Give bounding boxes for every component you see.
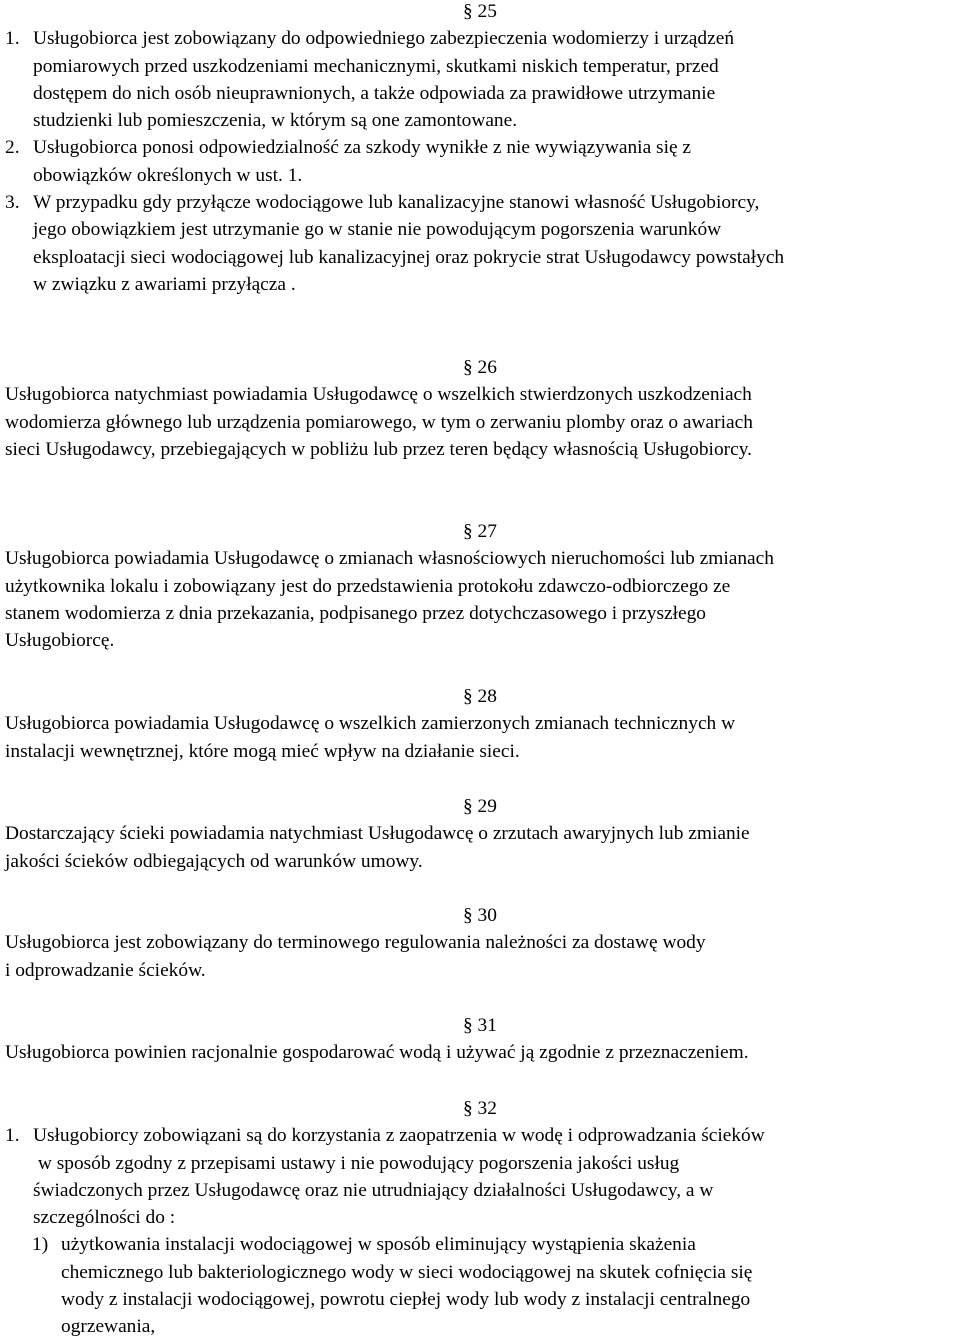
list-item	[5, 1122, 957, 1231]
paragraph-line: Usługobiorca jest zobowiązany do odpowiedniego zabezpieczenia wodomierzy i urządzeń	[33, 28, 735, 50]
paragraph-line: w związku z awariami przyłącza .	[33, 273, 296, 295]
section-31	[5, 1012, 957, 1067]
paragraph-line: użytkownika lokalu i zobowiązany jest do przedstawienia protokołu zdawczo-odbiorczego ze	[5, 575, 731, 597]
paragraph-line: eksploatacji sieci wodociągowej lub kanalizacyjnej oraz pokrycie strat Usługodawcy powstałych	[33, 246, 785, 268]
paragraph-line: pomiarowych przed uszkodzeniami mechanicznymi, skutkami niskich temperatur, przed	[33, 55, 719, 77]
section-heading: § 25	[463, 1, 497, 22]
paragraph-line: Usługobiorca powiadamia Usługodawcę o zmianach własnościowych nieruchomości lub zmianach	[5, 548, 774, 570]
item-number: 1.	[5, 1125, 20, 1147]
paragraph-line: szczególności do :	[33, 1207, 176, 1229]
paragraph-line: instalacji wewnętrznej, które mogą mieć wpływ na działanie sieci.	[5, 740, 520, 762]
section-heading: § 30	[463, 905, 497, 926]
paragraph-line: ogrzewania,	[61, 1316, 156, 1338]
paragraph-line: studzienki lub pomieszczenia, w którym są one zamontowane.	[33, 110, 518, 132]
section-25	[5, 0, 957, 298]
paragraph-line: jakości ścieków odbiegających od warunków umowy.	[5, 850, 423, 872]
paragraph-line: Usługobiorca ponosi odpowiedzialność za szkody wynikłe z nie wywiązywania się z	[33, 137, 692, 159]
paragraph-line: Usługobiorca jest zobowiązany do terminowego regulowania należności za dostawę wody	[5, 932, 706, 954]
paragraph-line: i odprowadzanie ścieków.	[5, 959, 206, 981]
section-30	[5, 902, 957, 984]
paragraph-line: sieci Usługodawcy, przebiegających w pobliżu lub przez teren będący własnością Usługobiorcy.	[5, 438, 752, 460]
list-item	[5, 189, 957, 298]
section-26	[5, 354, 957, 463]
paragraph-line: wody z instalacji wodociągowej, powrotu ciepłej wody lub wody z instalacji centralnego	[61, 1289, 751, 1311]
section-heading: § 28	[463, 686, 497, 707]
paragraph-line: Usługobiorca powinien racjonalnie gospodarować wodą i używać ją zgodnie z przeznaczeniem.	[5, 1042, 749, 1064]
paragraph-line: W przypadku gdy przyłącze wodociągowe lub kanalizacyjne stanowi własność Usługobiorcy,	[33, 192, 760, 214]
paragraph-line: stanem wodomierza z dnia przekazania, podpisanego przez dotychczasowego i przyszłego	[5, 602, 706, 624]
paragraph-line: Usługobiorca powiadamia Usługodawcę o wszelkich zamierzonych zmianach technicznych w	[5, 713, 736, 735]
section-heading: § 31	[463, 1015, 497, 1036]
sub-list-item	[5, 1231, 957, 1340]
paragraph-line: jego obowiązkiem jest utrzymanie go w stanie nie powodującym pogorszenia warunków	[33, 219, 722, 241]
item-number: 3.	[5, 192, 20, 214]
item-number: 1.	[5, 28, 20, 50]
section-27	[5, 518, 957, 654]
list-item	[5, 134, 957, 189]
paragraph-line: chemicznego lub bakteriologicznego wody w sieci wodociągowej na skutek cofnięcia się	[61, 1261, 753, 1283]
paragraph-line: wodomierza głównego lub urządzenia pomiarowego, w tym o zerwaniu plomby oraz o awariach	[5, 411, 753, 433]
item-number: 2.	[5, 137, 20, 159]
paragraph-line: Usługobiorca natychmiast powiadamia Usługodawcę o wszelkich stwierdzonych uszkodzeniach	[5, 384, 752, 406]
paragraph-line: w sposób zgodny z przepisami ustawy i nie powodujący pogorszenia jakości usług	[33, 1152, 680, 1174]
list-item	[5, 25, 957, 134]
paragraph-line: świadczonych przez Usługodawcę oraz nie utrudniający działalności Usługodawcy, a w	[33, 1179, 714, 1201]
paragraph-line: dostępem do nich osób nieuprawnionych, a także odpowiada za prawidłowe utrzymanie	[33, 82, 716, 104]
paragraph-line: Usługobiorcy zobowiązani są do korzystania z zaopatrzenia w wodę i odprowadzania ścieków	[33, 1125, 765, 1147]
sub-item-number: 1)	[32, 1234, 49, 1256]
section-28	[5, 683, 957, 765]
paragraph-line: Dostarczający ścieki powiadamia natychmiast Usługodawcę o zrzutach awaryjnych lub zmianie	[5, 823, 750, 845]
section-heading: § 32	[463, 1098, 497, 1119]
paragraph-line: użytkowania instalacji wodociągowej w sposób eliminujący wystąpienia skażenia	[61, 1234, 696, 1256]
paragraph-line: obowiązków określonych w ust. 1.	[33, 164, 303, 186]
section-heading: § 27	[463, 521, 497, 542]
section-heading: § 26	[463, 357, 497, 378]
section-heading: § 29	[463, 796, 497, 817]
section-32	[5, 1095, 957, 1341]
paragraph-line: Usługobiorcę.	[5, 630, 115, 652]
section-29	[5, 793, 957, 875]
